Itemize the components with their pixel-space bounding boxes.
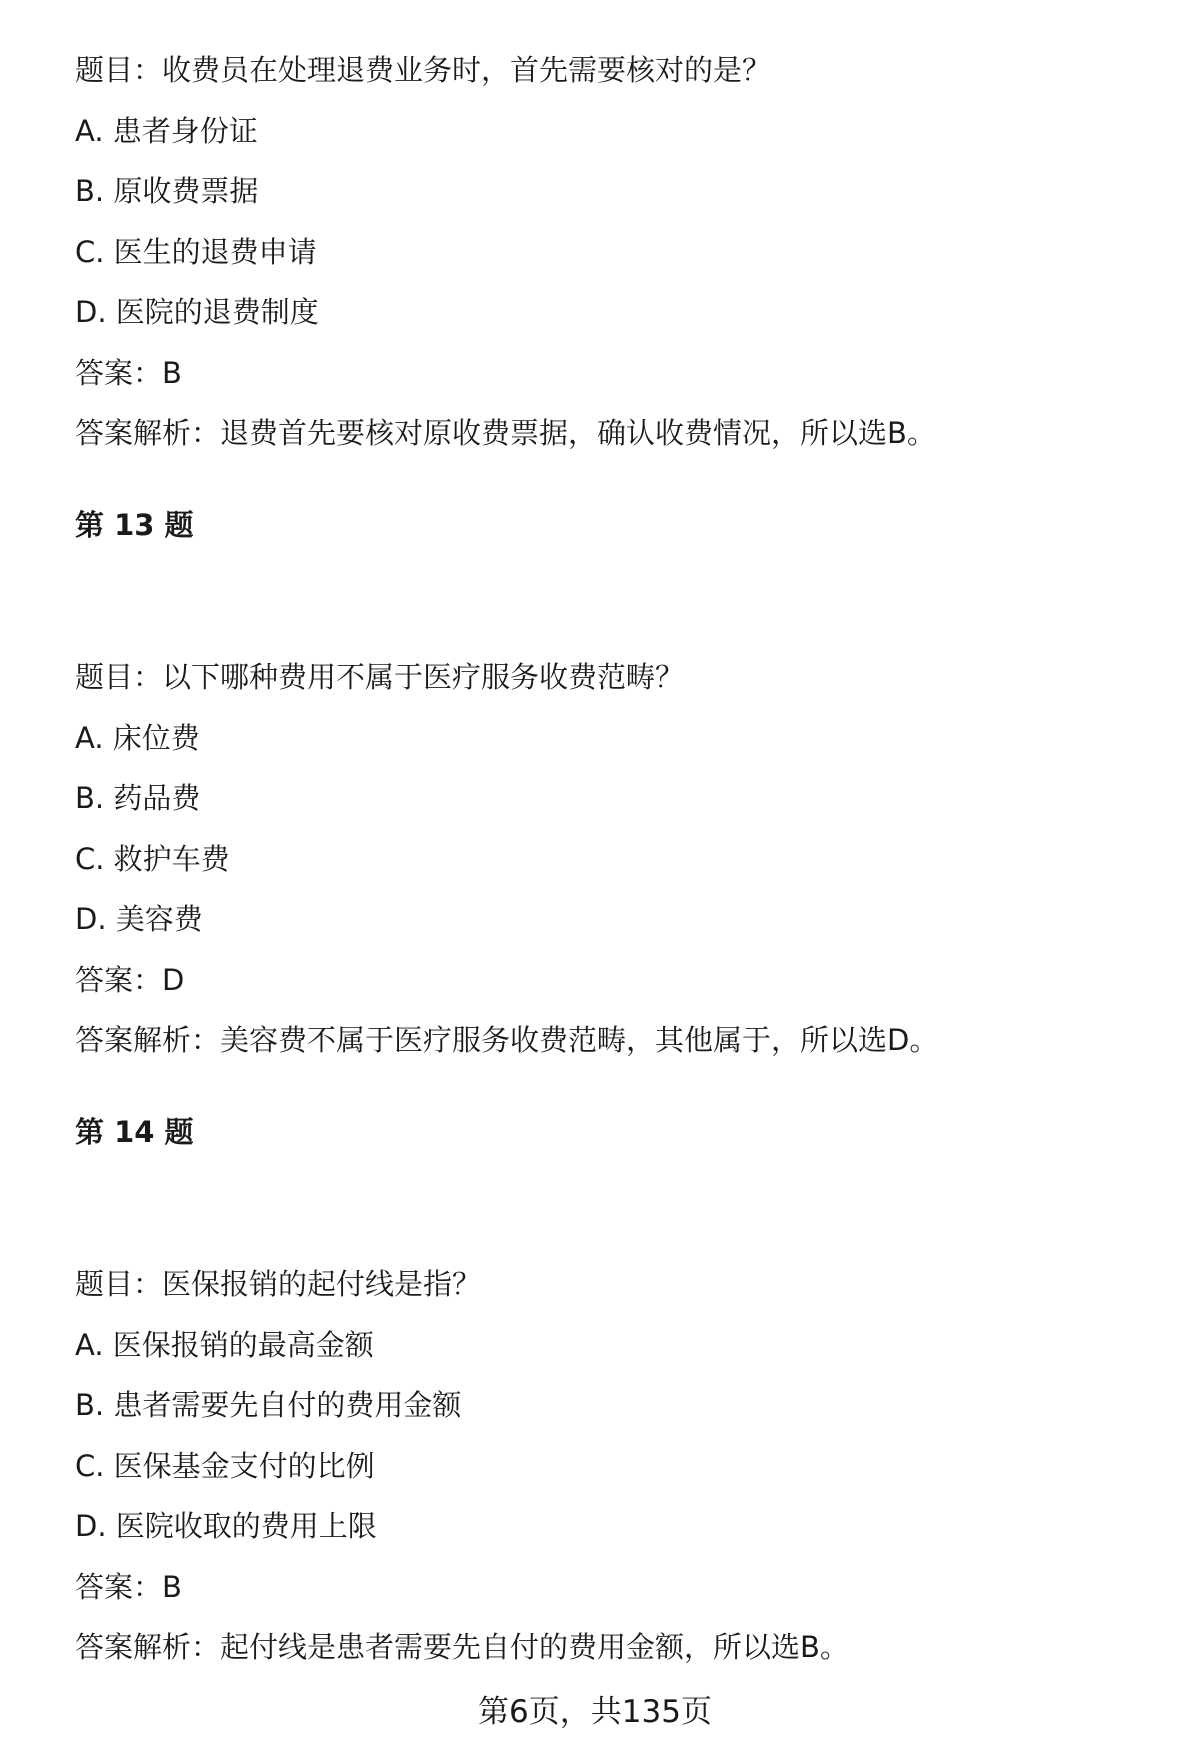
question-14-option-c: C. 医保基金支付的比例 xyxy=(75,1449,375,1483)
question-14-heading: 第 14 题 xyxy=(75,1115,194,1149)
question-14-option-d: D. 医院收取的费用上限 xyxy=(75,1509,377,1543)
question-13-option-c: C. 救护车费 xyxy=(75,842,230,876)
question-12-option-b: B. 原收费票据 xyxy=(75,174,259,208)
question-13-heading: 第 13 题 xyxy=(75,508,194,542)
question-13-option-d: D. 美容费 xyxy=(75,902,203,936)
question-12-option-d: D. 医院的退费制度 xyxy=(75,295,319,329)
question-14-analysis: 答案解析：起付线是患者需要先自付的费用金额，所以选B。 xyxy=(75,1630,849,1664)
question-13-analysis: 答案解析：美容费不属于医疗服务收费范畴，其他属于，所以选D。 xyxy=(75,1023,939,1057)
question-12-analysis: 答案解析：退费首先要核对原收费票据，确认收费情况，所以选B。 xyxy=(75,416,936,450)
question-14-option-a: A. 医保报销的最高金额 xyxy=(75,1328,374,1362)
question-14-answer: 答案：B xyxy=(75,1570,182,1604)
question-12-option-c: C. 医生的退费申请 xyxy=(75,235,317,269)
question-14-option-b: B. 患者需要先自付的费用金额 xyxy=(75,1388,462,1422)
question-13-option-b: B. 药品费 xyxy=(75,781,201,815)
question-12-text: 题目：收费员在处理退费业务时，首先需要核对的是？ xyxy=(75,53,772,87)
page-footer: 第6页，共135页 xyxy=(478,1694,712,1730)
question-13-option-a: A. 床位费 xyxy=(75,721,200,755)
question-13-answer: 答案：D xyxy=(75,963,185,997)
question-13-text: 题目：以下哪种费用不属于医疗服务收费范畴？ xyxy=(75,660,685,694)
question-12-answer: 答案：B xyxy=(75,356,182,390)
question-14-text: 题目：医保报销的起付线是指？ xyxy=(75,1267,482,1301)
question-12-option-a: A. 患者身份证 xyxy=(75,114,258,148)
